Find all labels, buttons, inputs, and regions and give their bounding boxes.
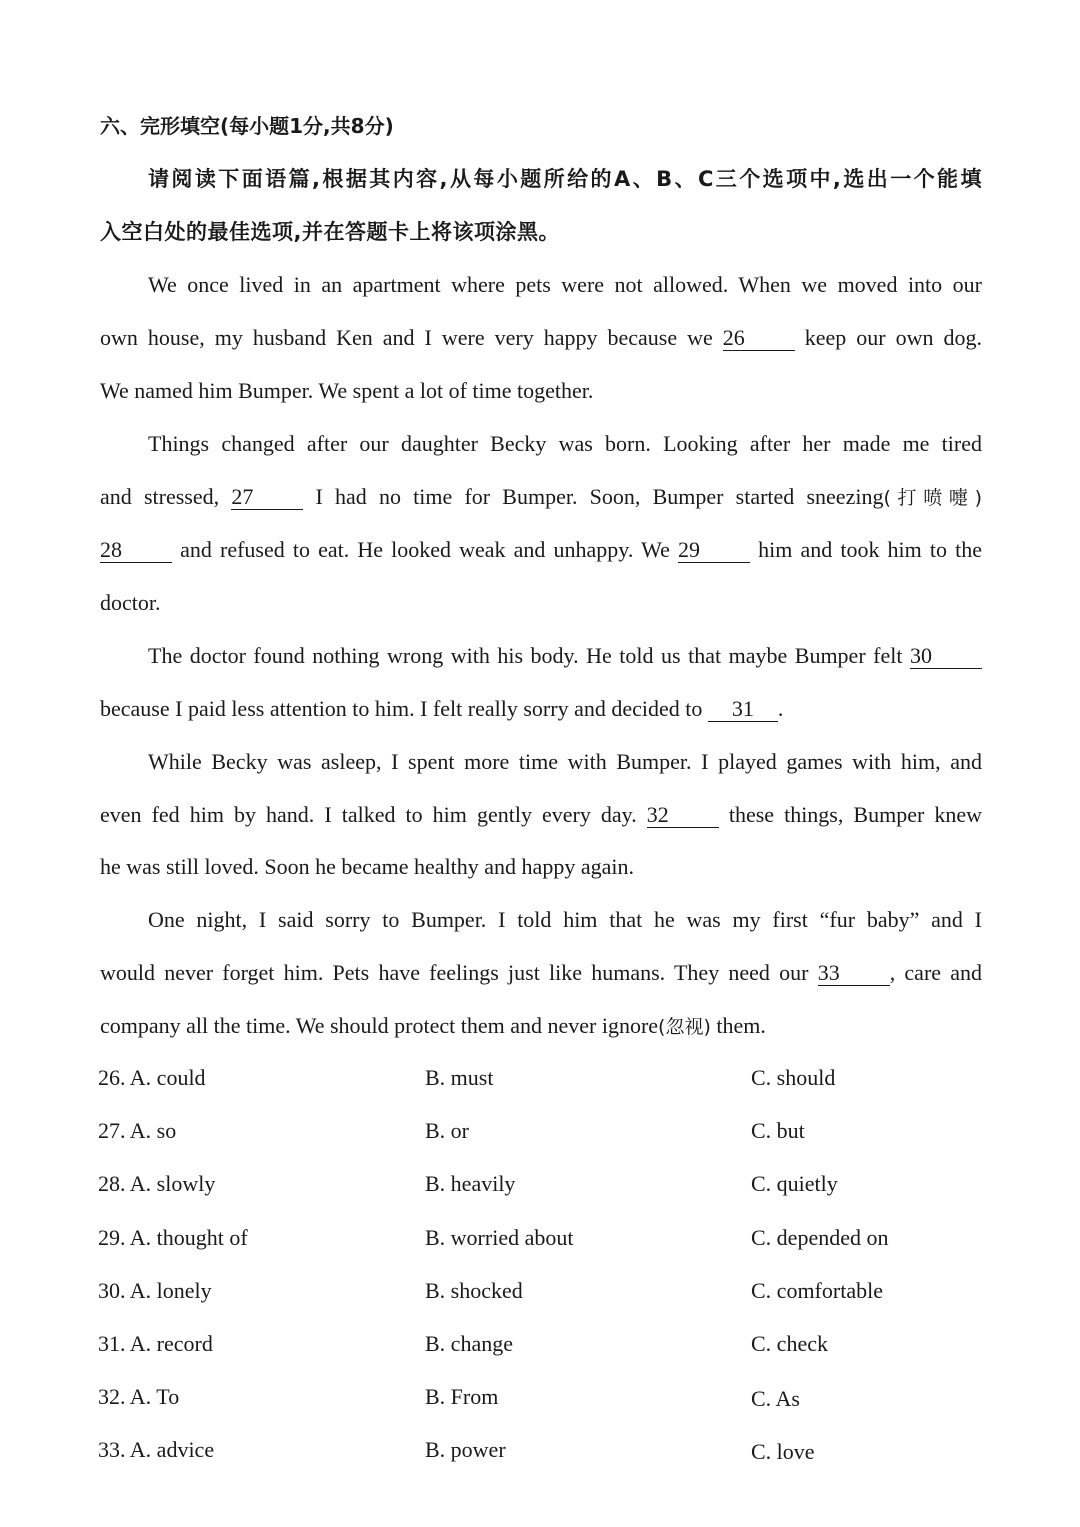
p4-line-1: While Becky was asleep, I spent more time with Bumper. I played games with him, and [148,749,982,774]
p4-line-2 [100,800,982,830]
p2-line-1: Things changed after our daughter Becky was born. Looking after her made me tired [148,431,982,456]
option-a: A. lonely [129,1278,212,1303]
instruction-line-2: 入空白处的最佳选项,并在答题卡上将该项涂黑。 [100,220,560,244]
p4-line-2-before: even fed him by hand. I talked to him gently every day. [100,802,637,827]
p3-line-2-before: because I paid less attention to him. I felt really sorry and decided to [100,696,703,721]
option-a: A. record [129,1331,213,1356]
p3-line-2 [100,694,982,724]
question-number: 30. [98,1278,126,1303]
option-29-b: B. worried about [425,1225,574,1250]
p2-line-2-after: I had no time for Bumper. Soon, Bumper started sneezing [315,484,884,509]
p5-line-2-before: would never forget him. Pets have feelings just like humans. They need our [100,960,809,985]
option-30-c: C. comfortable [751,1278,883,1303]
blank-29: 29 [678,538,750,563]
question-number: 29. [98,1225,126,1250]
p5-line-2-after: , care and [889,960,983,985]
p2-line-3-mid: and refused to eat. He looked weak and unhappy. We [180,537,670,562]
blank-33: 33 [818,961,890,986]
option-28-b: B. heavily [425,1171,516,1196]
option-26-c: C. should [751,1065,836,1090]
p4-line-3: he was still loved. Soon he became healthy and happy again. [100,854,634,879]
p2-chinese-gloss: (打喷嚏) [883,487,983,509]
blank-28: 28 [100,538,172,563]
question-number: 32. [98,1384,126,1409]
option-a: A. slowly [129,1171,216,1196]
option-29-c: C. depended on [751,1225,889,1250]
p3-line-1-before: The doctor found nothing wrong with his body. He told us that maybe Bumper felt [148,643,903,668]
option-26-a [98,1063,206,1093]
option-33-a [98,1435,214,1465]
blank-30: 30 [910,644,982,669]
p3-line-1 [148,641,982,671]
p5-line-3-before: company all the time. We should protect them and never ignore [100,1013,659,1038]
option-a: A. thought of [129,1225,248,1250]
p2-line-2-before: and stressed, [100,484,220,509]
option-31-b: B. change [425,1331,513,1356]
option-31-a [98,1329,213,1359]
option-32-a [98,1382,179,1412]
blank-31: 31 [708,697,778,722]
option-29-a [98,1223,248,1253]
blank-27: 27 [231,485,303,510]
blank-32: 32 [647,803,719,828]
option-33-c: C. love [751,1439,815,1464]
option-32-c: C. As [751,1386,800,1411]
option-a: A. could [129,1065,206,1090]
option-28-a [98,1169,215,1199]
p5-chinese-gloss: (忽视) [658,1016,711,1038]
p1-line-2-after: keep our own dog. [804,325,982,350]
p5-line-3 [100,1011,982,1042]
p5-line-3-after: them. [716,1013,766,1038]
blank-26: 26 [723,326,795,351]
option-27-a [98,1116,176,1146]
question-number: 28. [98,1171,126,1196]
p2-line-3-after: him and took him to the [758,537,983,562]
option-a: A. advice [129,1437,215,1462]
option-33-b: B. power [425,1437,506,1462]
p2-line-2 [100,482,982,513]
option-31-c: C. check [751,1331,828,1356]
instruction-line-1: 请阅读下面语篇,根据其内容,从每小题所给的A、B、C三个选项中,选出一个能填 [148,167,982,191]
p1-line-3: We named him Bumper. We spent a lot of time together. [100,378,594,403]
p5-line-2 [100,958,982,988]
option-28-c: C. quietly [751,1171,838,1196]
question-number: 33. [98,1437,126,1462]
option-a: A. so [129,1118,177,1143]
option-32-b: B. From [425,1384,499,1409]
p5-line-1: One night, I said sorry to Bumper. I told him that he was my first “fur baby” and I [148,907,982,932]
p2-line-4: doctor. [100,590,161,615]
p1-line-2 [100,323,982,353]
question-number: 31. [98,1331,126,1356]
section-heading: 六、完形填空(每小题1分,共8分) [100,114,394,138]
question-number: 27. [98,1118,126,1143]
p4-line-2-after: these things, Bumper knew [728,802,982,827]
question-number: 26. [98,1065,126,1090]
option-26-b: B. must [425,1065,494,1090]
p3-line-2-after: . [777,696,784,721]
option-a: A. To [129,1384,180,1409]
p1-line-2-before: own house, my husband Ken and I were very happy because we [100,325,713,350]
p1-line-1: We once lived in an apartment where pets were not allowed. When we moved into our [148,272,982,297]
option-30-a [98,1276,212,1306]
option-30-b: B. shocked [425,1278,523,1303]
option-27-b: B. or [425,1118,469,1143]
option-27-c: C. but [751,1118,805,1143]
p2-line-3 [100,535,982,565]
